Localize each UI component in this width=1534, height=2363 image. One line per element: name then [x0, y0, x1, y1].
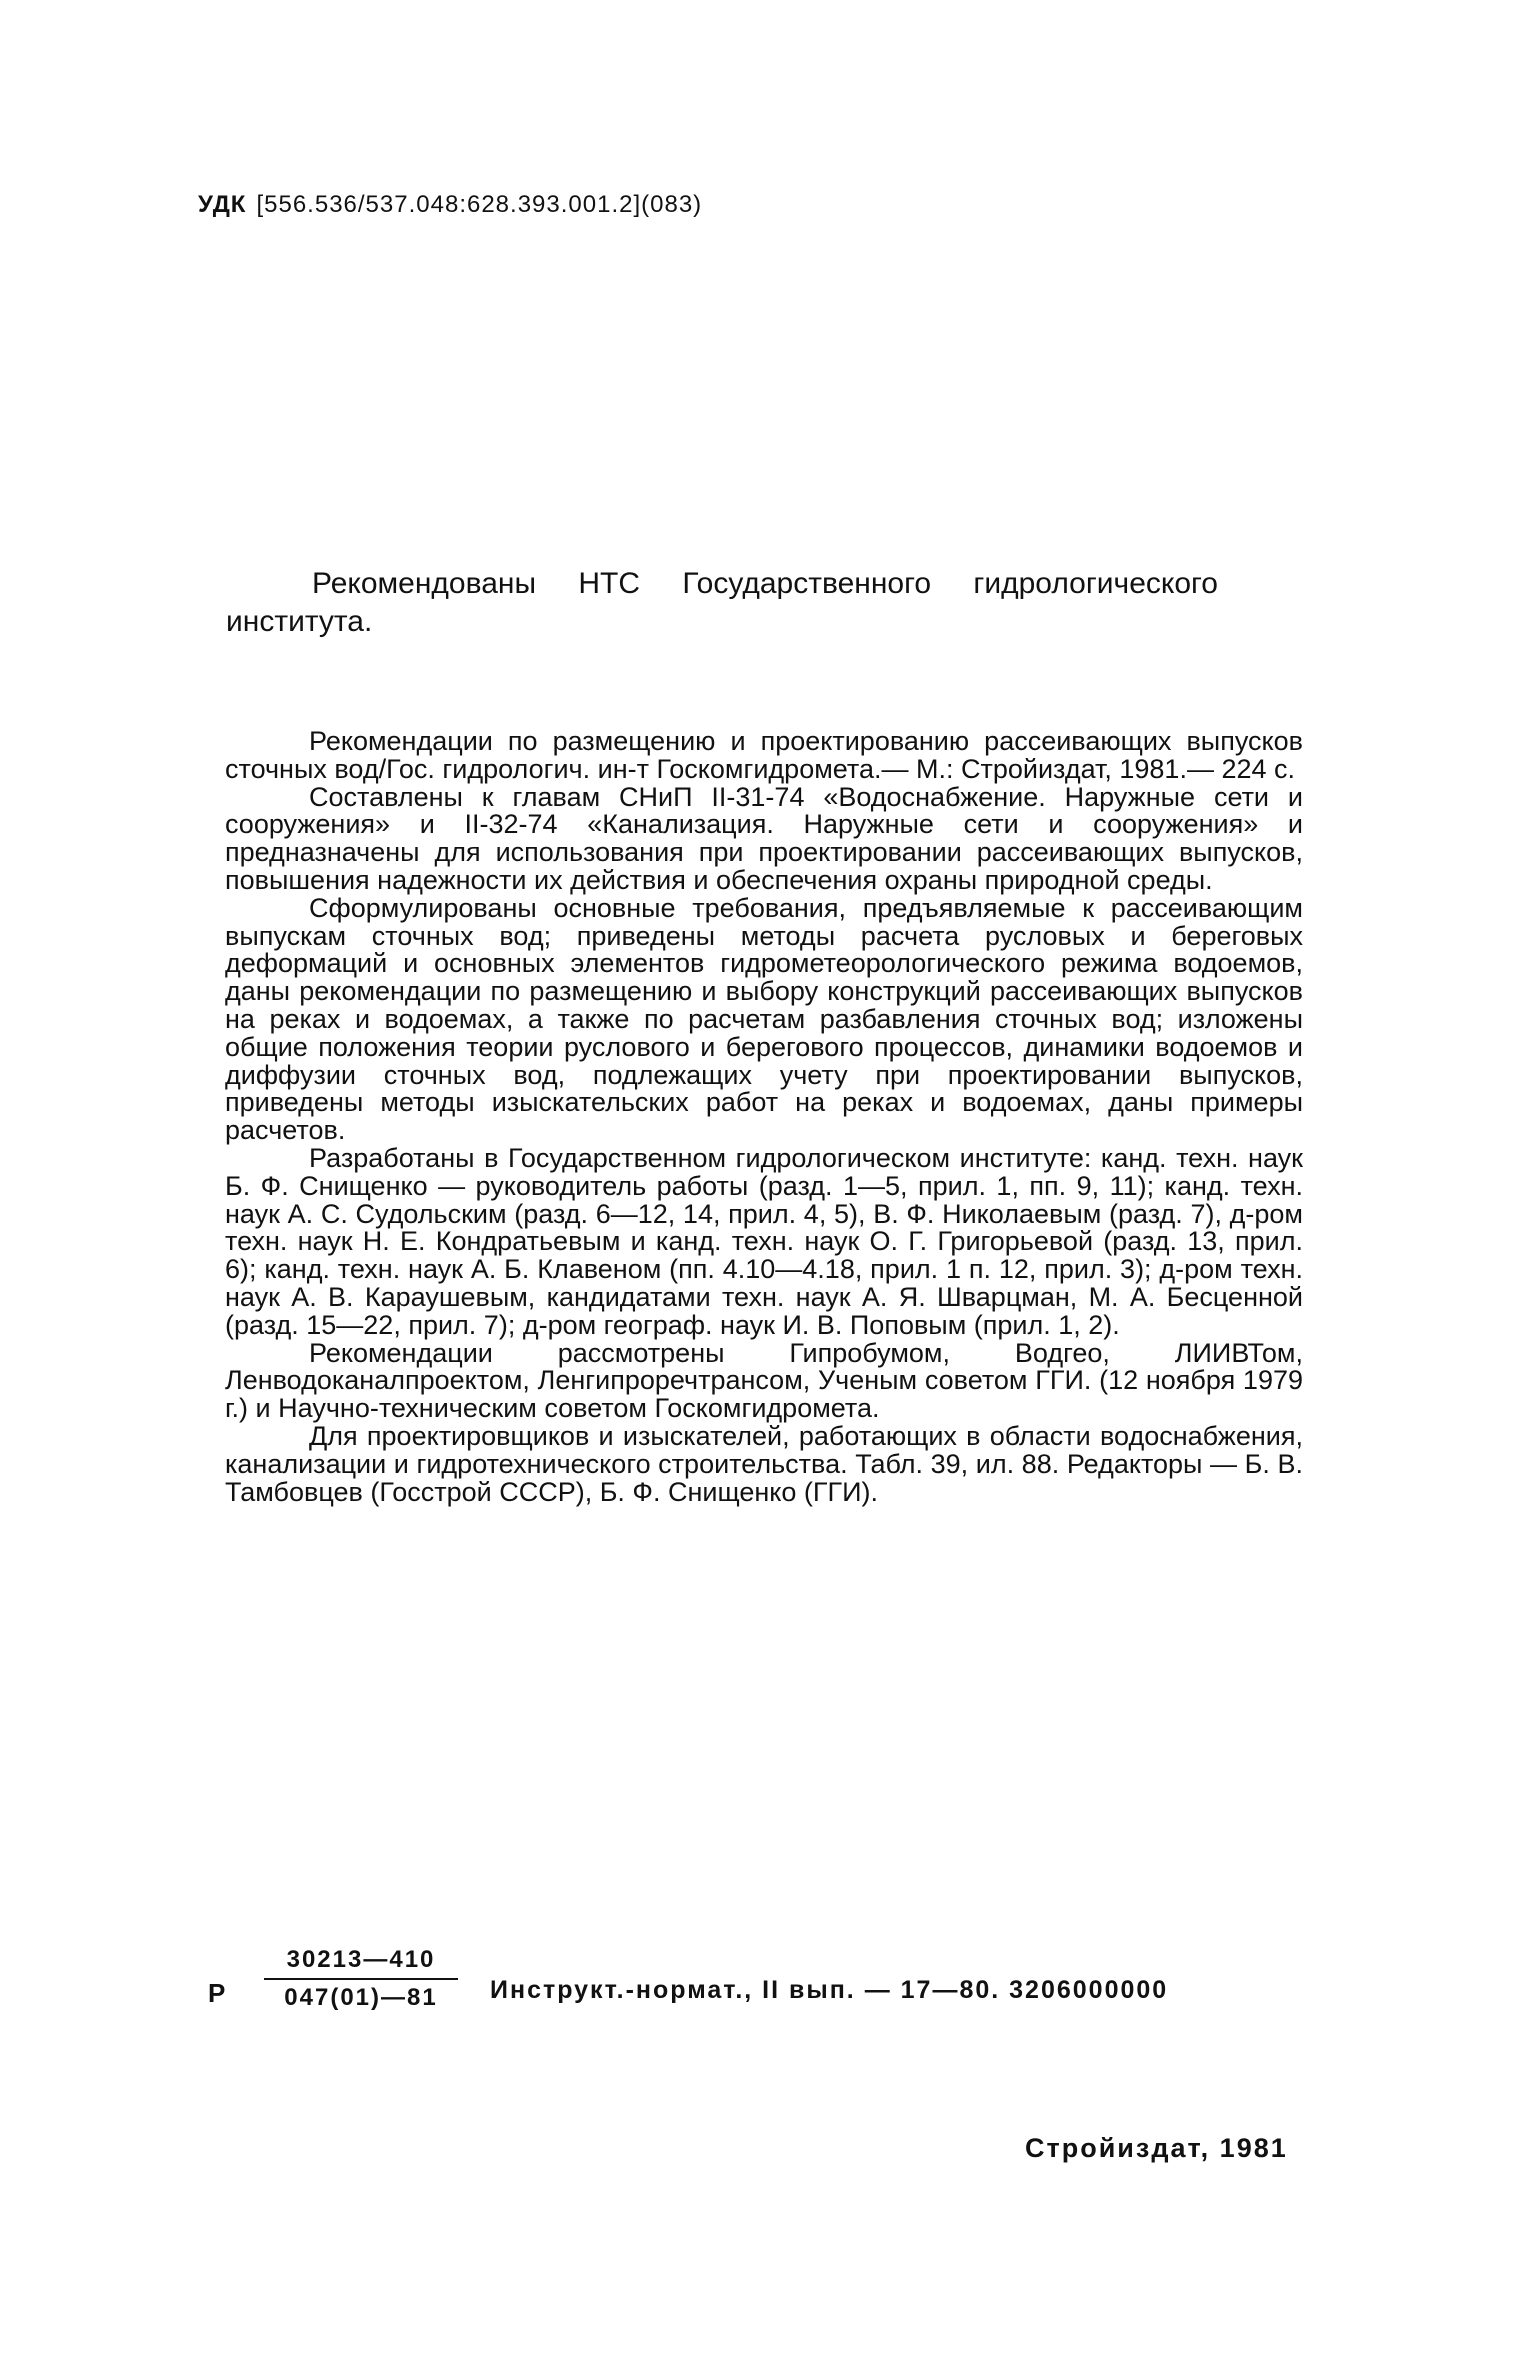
- abstract-paragraph-citation: Рекомендации по размещению и проектированию рассеивающих выпусков сточных вод/Гос. гидрологич. ин-т Госкомгидромета.— М.: Стройиздат, 1981.— 224 с.: [225, 726, 1303, 784]
- imprint-fraction: [256, 1946, 466, 2012]
- udk-code: [556.536/537.048:628.393.001.2](083): [256, 191, 703, 218]
- publisher-line: Стройиздат, 1981: [1025, 2133, 1288, 2163]
- abstract: [225, 728, 1303, 1506]
- imprint-denominator: 047(01)—81: [284, 1984, 438, 2011]
- imprint-letter: Р: [208, 1978, 226, 2008]
- udk-classification: [198, 190, 702, 219]
- abstract-paragraph-reviewers: Рекомендации рассмотрены Гипробумом, Водгео, ЛИИВТом, Ленводоканалпроектом, Ленгипроречтрансом, Ученым советом ГГИ. (12 ноября 1979 г.) и Научно-техническим советом Госкомгидромета.: [225, 1337, 1303, 1424]
- abstract-paragraph-authors: Разработаны в Государственном гидрологическом институте: канд. техн. наук Б. Ф. Снищенко — руководитель работы (разд. 1—5, прил. 1, пп. 9, 11); канд. техн. наук А. С. Судольским (разд. 6—12, 14, прил. 4, 5), В. Ф. Николаевым (разд. 7), д-ром техн. наук Н. Е. Кондратьевым и канд. техн. наук О. Г. Григорьевой (разд. 13, прил. 6); канд. техн. наук А. Б. Клавеном (пп. 4.10—4.18, прил. 1 п. 12, прил. 3); д-ром техн. наук А. В. Караушевым, кандидатами техн. наук А. Я. Шварцман, М. А. Бесценной (разд. 15—22, прил. 7); д-ром географ. наук И. В. Поповым (прил. 1, 2).: [225, 1142, 1303, 1340]
- abstract-paragraph-contents: Сформулированы основные требования, предъявляемые к рассеивающим выпускам сточных вод; приведены методы расчета русловых и береговых деформаций и основных элементов гидрометеорологического режима водоемов, даны рекомендации по размещению и выбору конструкций рассеивающих выпусков на реках и водоемах, а также по расчетам разбавления сточных вод; изложены общие положения теории руслового и берегового процессов, динамики водоемов и диффузии сточных вод, подлежащих учету при проектировании выпусков, приведены методы изыскательских работ на реках и водоемах, даны примеры расчетов.: [225, 892, 1303, 1146]
- imprint-numerator: 30213—410: [286, 1946, 436, 1973]
- imprint-line: [208, 1946, 1318, 2036]
- abstract-paragraph-scope: Составлены к главам СНиП II-31-74 «Водоснабжение. Наружные сети и сооружения» и II-32-74 «Канализация. Наружные сети и сооружения» и предназначены для использования при проектировании рассеивающих выпусков, повышения надежности их действия и обеспечения охраны природной среды.: [225, 781, 1303, 895]
- recommended-by-note: Рекомендованы НТС Государственного гидрологического института.: [226, 567, 1218, 638]
- udk-label: УДК: [198, 191, 247, 218]
- abstract-paragraph-audience: Для проектировщиков и изыскателей, работающих в области водоснабжения, канализации и гидротехнического строительства. Табл. 39, ил. 88. Редакторы — Б. В. Тамбовцев (Госстрой СССР), Б. Ф. Снищенко (ГГИ).: [225, 1420, 1303, 1507]
- imprint-text: Инструкт.-нормат., II вып. — 17—80. 3206000000: [490, 1976, 1169, 2004]
